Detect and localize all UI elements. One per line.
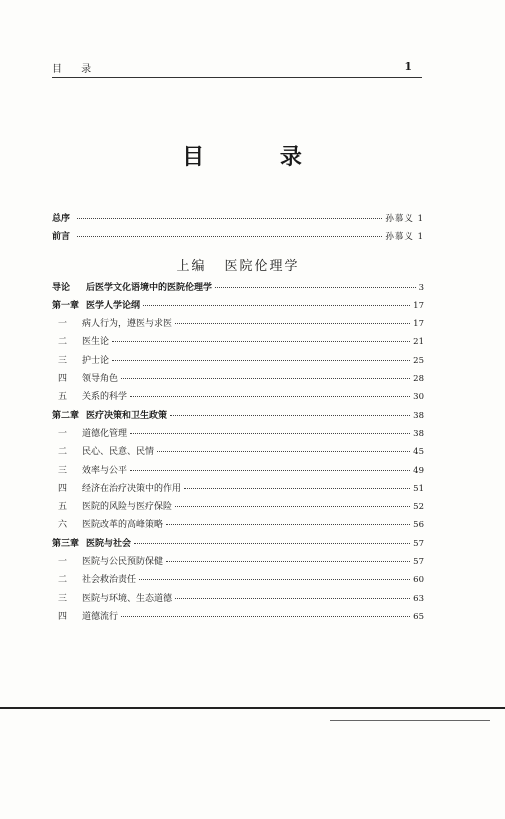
toc-entry-title: 医院的风险与医疗保险 [82,502,173,513]
toc-section-entry[interactable] [52,352,424,370]
toc-entry-title: 道德化管理 [82,428,128,439]
toc-entry-number: 二 [58,337,68,348]
dot-leader [184,479,410,489]
toc-entry-number: 第二章 [52,410,80,421]
toc-section-entry[interactable] [52,370,424,388]
toc-entry-page: 3 [418,282,424,293]
toc-entry-title: 效率与公平 [82,465,128,476]
toc-entry-title: 前言 [52,232,71,243]
toc-section-entry[interactable] [52,553,424,571]
toc-entry-number: 四 [58,611,68,622]
toc-chapter-entry[interactable] [52,407,424,425]
toc-section-entry[interactable] [52,425,424,443]
toc-entry-number: 第三章 [52,538,80,549]
dot-leader [130,424,410,434]
toc-entry-number: 导论 [52,282,71,293]
dot-leader [112,351,410,361]
toc-entry-page: 孙慕义 1 [385,232,424,243]
toc-entry-title: 医院与环境、生态道德 [82,593,173,604]
toc-entry-number: 一 [58,557,68,568]
toc-entry-page: 17 [413,300,424,311]
toc-entry-page: 57 [413,538,424,549]
toc-entry-title: 关系的科学 [82,392,128,403]
toc-entry-title: 病人行为，遵医与求医 [82,319,173,330]
toc-entry-title: 医学人学论纲 [86,300,141,311]
toc-entry-number: 第一章 [52,300,80,311]
dot-leader [130,387,410,397]
footer-rule [0,707,505,709]
toc-entry-number: 五 [58,392,68,403]
footer-rule-short [330,720,490,721]
toc-section-entry[interactable] [52,516,424,534]
header-rule [52,77,422,78]
toc-entry-page: 30 [413,392,424,403]
running-head [52,60,420,75]
toc-chapter-entry[interactable] [52,297,424,315]
part-heading [52,247,424,279]
toc-section-entry[interactable] [52,571,424,589]
part-name: 医院伦理学 [224,258,300,274]
dot-leader [175,497,410,507]
toc-entry-title: 领导角色 [82,374,119,385]
toc-entry-number: 五 [58,502,68,513]
toc-entry-title: 医院与公民预防保健 [82,557,164,568]
toc-entry-page: 45 [413,447,424,458]
dot-leader [175,314,410,324]
toc-entry-number: 一 [58,428,68,439]
toc-entry-number: 六 [58,520,68,531]
toc-section-entry[interactable] [52,315,424,333]
toc-entry-page: 孙慕义 1 [385,214,424,224]
toc-entry-page: 17 [413,319,424,330]
part-label: 上编 [176,258,207,274]
toc-entry-title: 医疗决策和卫生政策 [86,410,168,421]
toc-section-entry[interactable] [52,443,424,461]
dot-leader [175,589,410,599]
toc-entry-page: 52 [413,502,424,513]
dot-leader [130,461,410,471]
toc-entry-number: 三 [58,465,68,476]
toc-entry-number: 二 [58,575,68,586]
toc-entry-number: 三 [58,355,68,366]
toc-entry-title: 医院改革的高峰策略 [82,520,164,531]
dot-leader [77,227,382,237]
dot-leader [112,332,410,342]
toc-entry-number: 四 [58,483,68,494]
toc-entry-page: 25 [413,355,424,366]
toc-entry-title: 道德流行 [82,611,119,622]
toc-entry-page: 63 [413,593,424,604]
toc-entry-title: 医院与社会 [86,538,132,549]
dot-leader [77,209,382,219]
dot-leader [170,406,410,416]
toc-entry-number: 四 [58,374,68,385]
toc-entry-list [52,279,424,627]
toc-entry-page: 21 [413,337,424,348]
toc-entry-page: 57 [413,557,424,568]
dot-leader [215,278,416,288]
toc-entry-number: 一 [58,319,68,330]
toc-entry-number: 二 [58,447,68,458]
toc-section-entry[interactable] [52,480,424,498]
toc-entry-page: 28 [413,374,424,385]
toc-section-entry[interactable] [52,388,424,406]
toc-section-entry[interactable] [52,498,424,516]
toc-entry-title: 民心、民意、民情 [82,447,155,458]
front-matter-item[interactable] [52,228,424,246]
toc-entry-page: 38 [413,428,424,439]
dot-leader [166,515,410,525]
toc-chapter-entry[interactable] [52,535,424,553]
page-title: 目 录 [182,145,336,170]
front-matter-item[interactable] [52,210,424,228]
toc-chapter-entry[interactable] [52,279,424,297]
dot-leader [157,442,410,452]
toc-entry-page: 60 [413,575,424,586]
toc-entry-title: 社会救治责任 [82,575,137,586]
toc-section-entry[interactable] [52,333,424,351]
toc-entry-page: 56 [413,520,424,531]
toc-section-entry[interactable] [52,608,424,626]
running-head-title: 目 录 [52,64,100,75]
toc-entry-title: 护士论 [82,355,110,366]
toc-entry-page: 51 [413,483,424,494]
toc-entry-number: 三 [58,593,68,604]
dot-leader [143,296,410,306]
toc-entry-title: 后医学文化语境中的医院伦理学 [86,282,213,293]
toc-entry-page: 65 [413,611,424,622]
front-matter-list [52,210,424,247]
toc-entry-title: 总序 [52,214,71,224]
running-head-page-number: 1 [404,60,412,73]
toc-section-entry[interactable] [52,462,424,480]
dot-leader [121,369,410,379]
toc-section-entry[interactable] [52,590,424,608]
toc-entry-page: 49 [413,465,424,476]
table-of-contents [52,210,424,626]
toc-entry-page: 38 [413,410,424,421]
dot-leader [166,552,410,562]
dot-leader [134,534,410,544]
toc-entry-title: 经济在治疗决策中的作用 [82,483,182,494]
dot-leader [121,607,410,617]
dot-leader [139,570,410,580]
toc-entry-title: 医生论 [82,337,110,348]
